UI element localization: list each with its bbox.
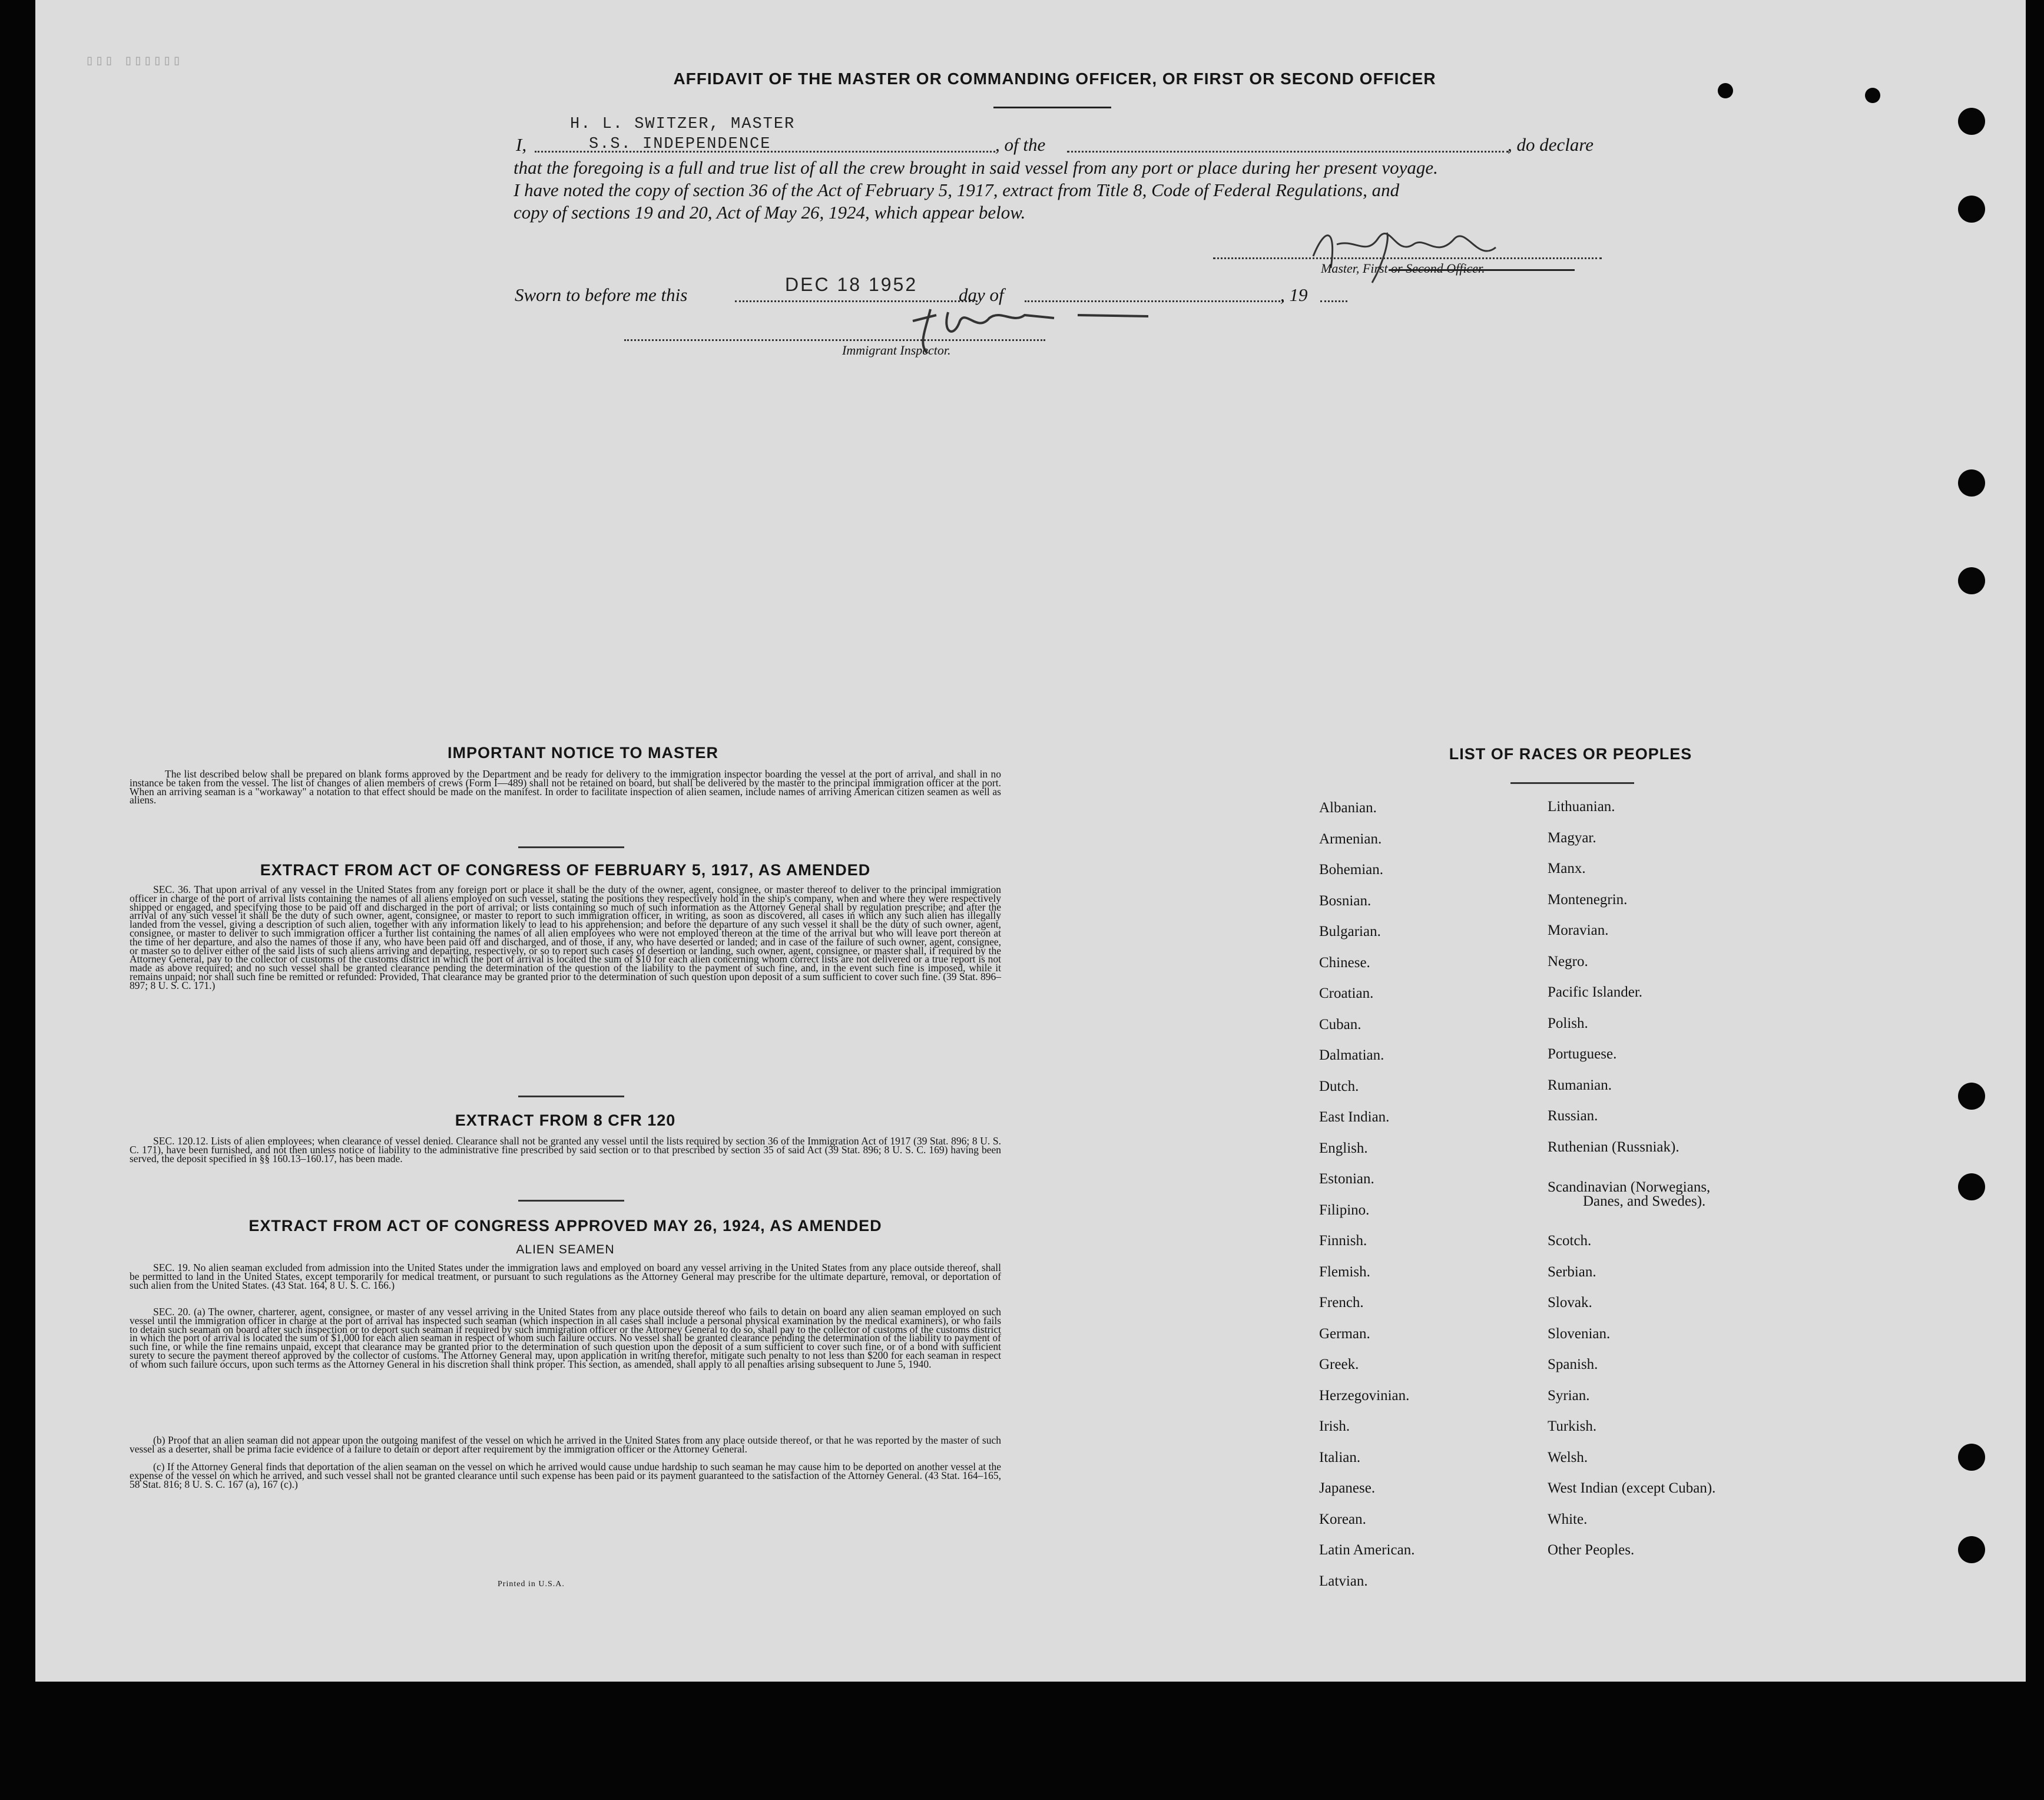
race-item: Moravian. — [1548, 922, 1609, 938]
race-item: Korean. — [1319, 1511, 1366, 1527]
race-item: White. — [1548, 1511, 1588, 1527]
race-item: Portuguese. — [1548, 1046, 1617, 1062]
sworn-year: , 19 — [1280, 284, 1308, 305]
master-signature — [1301, 203, 1561, 303]
extract-cfr-text: SEC. 120.12. Lists of alien employees; when clearance of vessel denied. Clearance shall not be granted any vessel until the lists required by section 36 of the Immigration Act of 1917 (39 Stat. 896; 8 U. S. C. 171), have been furnished, and not then unless notice of liability to the administrative fine prescribed by said section or to that prescribed by section 35 of said Act (39 Stat. 896; 8 U. S. C. 169) having been served, the deposit specified in §§ 160.13–160.17, has been made. — [130, 1135, 1001, 1164]
binder-hole — [1958, 469, 1985, 497]
race-item: Russian. — [1548, 1108, 1598, 1124]
binder-hole — [1958, 1173, 1985, 1200]
sec20a-text: SEC. 20. (a) The owner, charterer, agent, consignee, or master of any vessel arriving in the United States from any place outside thereof who fails to detain on board any alien seaman employed on such vessel until the immigration officer in charge at the port of arrival has inspected such seaman (which inspection in all cases shall include a personal physical examination by the medical examiners), or who fails to detain such seaman on board after such inspection or to deport such seaman if required by such immigration officer or the Attorney General to do so, shall pay to the collector of customs of the customs district in which the port of arrival is located the sum of $1,000 for each alien seaman in respect of whom such failure occurs. No vessel shall be granted clearance pending the determination of the liability to payment of such fine, or while the fine remains unpaid, except that clearance may be granted prior to the determination of such question upon the deposit of a sum sufficient to cover such fine, or of a bond with sufficient surety to secure the payment thereof approved by the collector of customs. The Attorney General may, upon application in writing therefor, mitigate such penalty to not less than $200 for each seaman in respect of whom such failure occurs, upon such terms as the Attorney General in his discretion shall think proper. This section, as amended, shall apply to all penalties arising subsequent to June 5, 1940. — [130, 1306, 1001, 1370]
race-item: Montenegrin. — [1548, 892, 1628, 908]
notice-title: IMPORTANT NOTICE TO MASTER — [448, 744, 718, 762]
race-item: Irish. — [1319, 1418, 1350, 1434]
year-dotted-line — [1320, 300, 1347, 302]
race-item: Finnish. — [1319, 1233, 1367, 1249]
race-item: Dutch. — [1319, 1078, 1359, 1094]
binder-hole — [1958, 196, 1985, 223]
sec20b-text: (b) Proof that an alien seaman did not appear upon the outgoing manifest of the vessel on which he arrived in the United States from any place outside thereof, or that he was reported by the master of such vessel as a deserter, shall be prima facie evidence of a failure to detain or deport after requirement by the immigration officer or the Attorney General. — [130, 1434, 1001, 1455]
race-item: English. — [1319, 1140, 1368, 1156]
affidavit-line1-suffix: , do declare — [1508, 134, 1594, 155]
race-item: Armenian. — [1319, 831, 1382, 847]
race-item: Magyar. — [1548, 830, 1596, 846]
affidavit-line4: copy of sections 19 and 20, Act of May 26, 1924, which appear below. — [514, 202, 1026, 223]
race-item: French. — [1319, 1295, 1364, 1311]
race-item: Albanian. — [1319, 800, 1377, 816]
race-item: Cuban. — [1319, 1017, 1361, 1033]
binder-hole — [1958, 1083, 1985, 1110]
alien-seamen-subtitle: ALIEN SEAMEN — [516, 1243, 615, 1256]
race-item: Manx. — [1548, 861, 1586, 876]
race-item: Bulgarian. — [1319, 924, 1381, 939]
race-item: Negro. — [1548, 954, 1588, 970]
extract-1917-title: EXTRACT FROM ACT OF CONGRESS OF FEBRUARY 5, 1917, AS AMENDED — [260, 861, 871, 879]
notice-text: The list described below shall be prepared on blank forms approved by the Department and be ready for delivery to the immigration inspector boarding the vessel at the port of arrival, and shall in no instance be taken from the vessel. The list of changes of alien members of crews (Form I—489) shall not be retained on board, but shall be delivered by the master to the principal immigration officer at the port. When an arriving seaman is a "workaway" a notation to that effect should be made on the manifest. In order to facilitate inspection of alien seamen, include names of arriving American citizen seamen as well as aliens. — [130, 768, 1001, 806]
binder-hole — [1865, 88, 1880, 103]
race-item: Filipino. — [1319, 1202, 1370, 1218]
section-rule-3 — [518, 1200, 624, 1202]
race-item: Turkish. — [1548, 1418, 1597, 1434]
race-item: Scandinavian (Norwegians, — [1548, 1179, 1711, 1195]
affidavit-line1-prefix: I, — [516, 134, 527, 155]
master-caption: Master, First or Second Officer. — [1321, 261, 1485, 276]
race-item: Estonian. — [1319, 1171, 1374, 1187]
race-item: East Indian. — [1319, 1109, 1390, 1125]
typed-vessel-name: S.S. INDEPENDENCE — [589, 135, 771, 153]
race-item: Slovenian. — [1548, 1326, 1611, 1342]
sworn-date-stamp: DEC 18 1952 — [785, 274, 918, 295]
printed-in-usa: Printed in U.S.A. — [498, 1580, 565, 1589]
title-rule — [993, 107, 1111, 108]
race-item: Bosnian. — [1319, 893, 1371, 909]
race-item: Dalmatian. — [1319, 1047, 1384, 1063]
binder-hole — [1958, 1536, 1985, 1563]
inspector-caption: Immigrant Inspector. — [842, 343, 951, 358]
inspector-signature-line — [624, 339, 1045, 341]
extract-1924-title: EXTRACT FROM ACT OF CONGRESS APPROVED MAY 26, 1924, AS AMENDED — [249, 1217, 882, 1235]
binder-hole — [1958, 1444, 1985, 1471]
races-title-rule — [1510, 782, 1634, 784]
race-item: Bohemian. — [1319, 862, 1384, 878]
form-sheet — [35, 0, 2026, 1682]
section-rule-2 — [518, 1096, 624, 1097]
race-item: Chinese. — [1319, 955, 1370, 971]
affidavit-line2: that the foregoing is a full and true list of all the crew brought in said vessel from any port or place during her present voyage. — [514, 157, 1438, 178]
extract-1917-text: SEC. 36. That upon arrival of any vessel in the United States from any foreign port or place it shall be the duty of the owner, agent, consignee, or master thereof to deliver to the principal immigration officer in charge of the port of arrival lists containing the names of all aliens employed on such vessel, stating the positions they respectively hold in the ship's company, when and where they were respectively shipped or engaged, and specifying those to be paid off and discharged in the port of arrival; or lists containing so much of such information as the Attorney General shall by regulation prescribe; and after the arrival of any such vessel it shall be the duty of such owner, agent, consignee, or master to report to such immigration officer, in writing, as soon as discovered, all cases in which any such alien has illegally landed from the vessel, giving a description of such alien, together with any information likely to lead to his apprehension; and before the departure of any such vessel it shall be the duty of such owner, agent, consignee, or master to deliver to such immigration officer a further list containing the names of all alien employees who were not employed thereon at the time of the arrival but who will leave port thereon at the time of her departure, and also the names of those if any, who have been paid off and discharged, and of those, if any, who have deserted or landed; and in case of the failure of such owner, agent, consignee, or master so to deliver either of the said lists of such aliens arriving and departing, respectively, or so to report such cases of desertion or landing, such owner, agent, consignee, or master shall, if required by the Attorney General, pay to the collector of customs of the customs district in which the port of arrival is located the sum of $10 for each alien concerning whom correct lists are not delivered or a true report is not made as above required; and no such vessel shall be granted clearance pending the determination of the question of the liability to the payment of such fine, and, in the event such fine is imposed, while it remains unpaid; nor shall such fine be remitted or refunded: Provided, That clearance may be granted prior to the determination of such question upon deposit of a sum sufficient to cover such fine. (39 Stat. 896–897; 8 U. S. C. 171.) — [130, 884, 1001, 991]
caption-strikethrough — [1389, 269, 1575, 271]
race-item: Slovak. — [1548, 1295, 1592, 1311]
sec19-text: SEC. 19. No alien seaman excluded from admission into the United States under the immigration laws and employed on board any vessel arriving in the United States from any place outside thereof, shall be permitted to land in the United States, except temporarily for medical treatment, or pursuant to such regulations as the Attorney General may prescribe for the ultimate departure, removal, or deportation of such alien from the United States. (43 Stat. 164, 8 U. S. C. 166.) — [130, 1262, 1001, 1291]
race-item: Other Peoples. — [1548, 1542, 1635, 1558]
faded-form-number: ▯▯▯ ▯▯▯▯▯▯ — [85, 54, 183, 70]
affidavit-line1-middle: , of the — [995, 134, 1046, 155]
race-item: Welsh. — [1548, 1450, 1588, 1465]
affidavit-title: AFFIDAVIT OF THE MASTER OR COMMANDING OFFICER, OR FIRST OR SECOND OFFICER — [673, 70, 1436, 88]
typed-master-name: H. L. SWITZER, MASTER — [570, 115, 796, 133]
race-item: Croatian. — [1319, 985, 1374, 1001]
race-item: Latin American. — [1319, 1542, 1415, 1558]
binder-hole — [1958, 567, 1985, 594]
race-item: Serbian. — [1548, 1264, 1596, 1280]
race-item: Syrian. — [1548, 1388, 1590, 1404]
vessel-dotted-line — [1067, 151, 1509, 153]
sworn-prefix: Sworn to before me this — [515, 284, 688, 305]
race-item: Japanese. — [1319, 1480, 1376, 1496]
race-item: Pacific Islander. — [1548, 984, 1643, 1000]
binder-hole — [1718, 83, 1733, 98]
races-title: LIST OF RACES OR PEOPLES — [1449, 745, 1692, 763]
race-item: Flemish. — [1319, 1264, 1370, 1280]
race-item: Ruthenian (Russniak). — [1548, 1139, 1679, 1155]
binder-hole — [1958, 108, 1985, 135]
race-item: Danes, and Swedes). — [1583, 1193, 1706, 1209]
race-item: Italian. — [1319, 1450, 1361, 1465]
race-item: Rumanian. — [1548, 1077, 1612, 1093]
affidavit-line3: I have noted the copy of section 36 of the Act of February 5, 1917, extract from Title 8, Code of Federal Regulations, and — [514, 180, 1400, 200]
master-signature-line — [1213, 257, 1602, 259]
race-item: Spanish. — [1548, 1356, 1598, 1372]
race-item: German. — [1319, 1326, 1370, 1342]
race-item: Latvian. — [1319, 1573, 1368, 1589]
race-item: Greek. — [1319, 1356, 1359, 1372]
section-rule-1 — [518, 846, 624, 848]
sec20c-text: (c) If the Attorney General finds that deportation of the alien seaman on the vessel on which he arrived would cause undue hardship to such seaman he may cause him to be deported on another vessel at the expense of the vessel on which he arrived, and such vessel shall not be granted clearance until such expense has been paid or its payment guaranteed to the satisfaction of the Attorney General. (43 Stat. 164–165, 58 Stat. 816; 8 U. S. C. 167 (a), 167 (c).) — [130, 1461, 1001, 1490]
extract-cfr-title: EXTRACT FROM 8 CFR 120 — [455, 1111, 676, 1129]
race-item: Polish. — [1548, 1015, 1588, 1031]
race-item: Lithuanian. — [1548, 799, 1615, 815]
sworn-middle: day of — [959, 284, 1004, 305]
race-item: Scotch. — [1548, 1233, 1592, 1249]
race-item: West Indian (except Cuban). — [1548, 1480, 1716, 1496]
race-item: Herzegovinian. — [1319, 1388, 1410, 1404]
